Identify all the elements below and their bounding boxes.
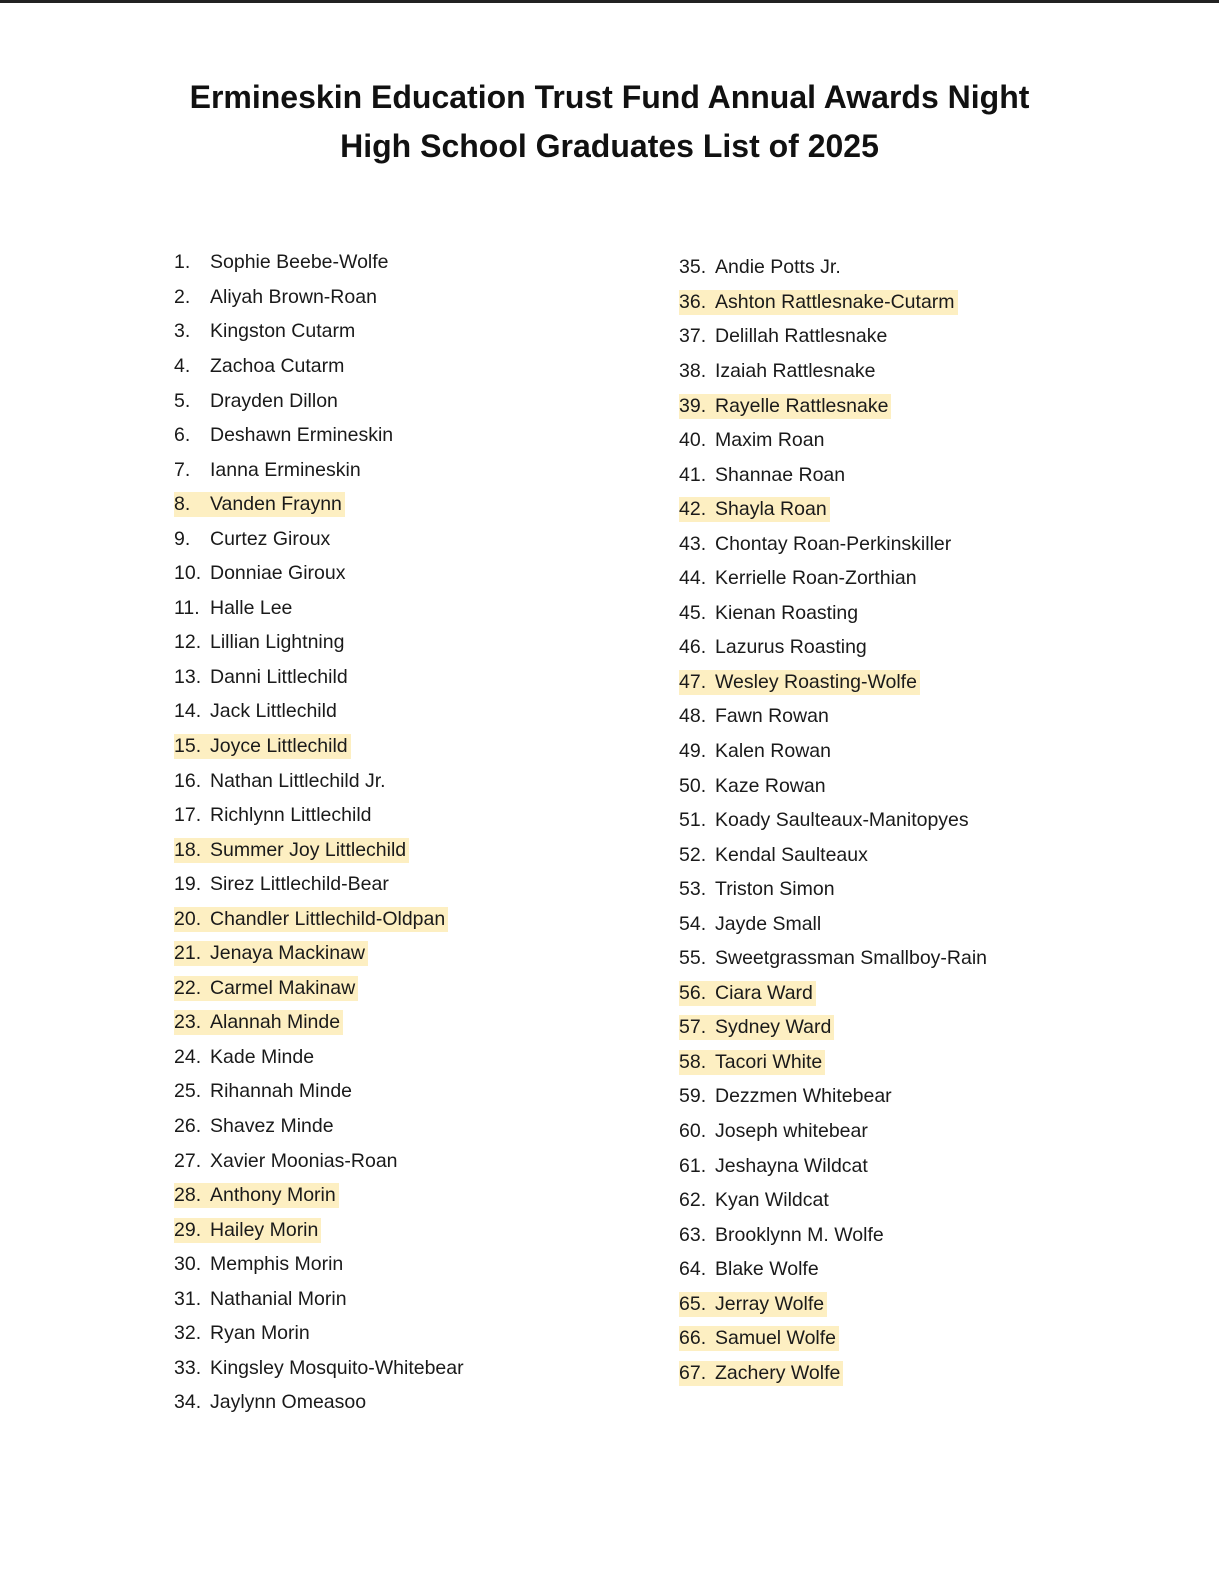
entry-text xyxy=(174,699,340,724)
item-number: 40. xyxy=(679,429,707,452)
item-number: 46. xyxy=(679,636,707,659)
item-number: 43. xyxy=(679,532,707,555)
graduate-item xyxy=(679,1252,990,1287)
graduate-item xyxy=(174,452,467,487)
graduate-item xyxy=(174,694,467,729)
item-number: 4. xyxy=(174,354,191,377)
item-number: 67. xyxy=(679,1361,707,1384)
graduate-item xyxy=(679,699,990,734)
item-number: 21. xyxy=(174,942,202,965)
entry-text xyxy=(679,843,871,868)
item-number: 63. xyxy=(679,1223,707,1246)
graduate-item xyxy=(679,595,990,630)
graduate-name: Koady Saulteaux-Manitopyes xyxy=(715,809,969,832)
entry-text xyxy=(679,704,832,729)
graduate-item xyxy=(174,590,467,625)
graduate-item xyxy=(174,1351,467,1386)
graduate-item xyxy=(174,936,467,971)
item-number: 8. xyxy=(174,493,191,516)
entry-text xyxy=(174,1390,369,1415)
item-number: 19. xyxy=(174,873,202,896)
graduate-name: Sydney Ward xyxy=(715,1016,832,1039)
highlighted-entry xyxy=(679,290,958,315)
graduate-name: Samuel Wolfe xyxy=(715,1327,837,1350)
graduate-item xyxy=(174,521,467,556)
graduate-name: Chandler Littlechild-Oldpan xyxy=(210,907,446,930)
graduate-name: Tacori White xyxy=(715,1050,823,1073)
graduate-name: Wesley Roasting-Wolfe xyxy=(715,670,917,693)
entry-text xyxy=(174,1045,317,1070)
graduate-item xyxy=(174,383,467,418)
graduate-item xyxy=(174,418,467,453)
entry-text xyxy=(174,1356,467,1381)
graduate-name: Kyan Wildcat xyxy=(715,1189,829,1212)
graduate-name: Kerrielle Roan-Zorthian xyxy=(715,567,917,590)
highlighted-entry xyxy=(679,1015,834,1040)
entry-text xyxy=(679,1119,871,1144)
item-number: 6. xyxy=(174,424,191,447)
graduate-item xyxy=(174,1247,467,1282)
item-number: 30. xyxy=(174,1253,202,1276)
item-number: 18. xyxy=(174,838,202,861)
entry-text xyxy=(174,1321,313,1346)
entry-text xyxy=(174,285,380,310)
item-number: 45. xyxy=(679,601,707,624)
graduate-item xyxy=(174,832,467,867)
item-number: 60. xyxy=(679,1120,707,1143)
item-number: 59. xyxy=(679,1085,707,1108)
entry-text xyxy=(679,635,870,660)
entry-text xyxy=(174,389,341,414)
graduate-item xyxy=(174,1109,467,1144)
graduate-name: Hailey Morin xyxy=(210,1218,319,1241)
graduate-name: Lillian Lightning xyxy=(210,631,345,654)
entry-text xyxy=(679,428,827,453)
graduate-name: Maxim Roan xyxy=(715,429,825,452)
graduate-name: Delillah Rattlesnake xyxy=(715,325,888,348)
item-number: 14. xyxy=(174,700,202,723)
item-number: 42. xyxy=(679,498,707,521)
item-number: 44. xyxy=(679,567,707,590)
graduate-name: Ianna Ermineskin xyxy=(210,458,361,481)
entry-text xyxy=(174,872,392,897)
item-number: 32. xyxy=(174,1322,202,1345)
graduate-name: Aliyah Brown-Roan xyxy=(210,285,377,308)
item-number: 20. xyxy=(174,907,202,930)
highlighted-entry xyxy=(174,734,351,759)
graduate-name: Drayden Dillon xyxy=(210,389,338,412)
graduate-item xyxy=(679,803,990,838)
highlighted-entry xyxy=(679,1361,843,1386)
item-number: 34. xyxy=(174,1391,202,1414)
item-number: 15. xyxy=(174,735,202,757)
graduate-item xyxy=(679,388,990,423)
entry-text xyxy=(679,566,920,591)
graduate-name: Brooklynn M. Wolfe xyxy=(715,1223,884,1246)
graduate-item xyxy=(679,630,990,665)
highlighted-entry xyxy=(679,1292,827,1317)
graduate-name: Triston Simon xyxy=(715,878,835,901)
item-number: 65. xyxy=(679,1292,707,1315)
entry-text xyxy=(679,877,838,902)
graduate-name: Donniae Giroux xyxy=(210,562,346,585)
graduate-item xyxy=(174,1385,467,1420)
graduate-name: Jeshayna Wildcat xyxy=(715,1154,868,1177)
graduate-name: Sweetgrassman Smallboy-Rain xyxy=(715,947,988,970)
highlighted-entry xyxy=(174,976,358,1001)
graduate-item xyxy=(174,625,467,660)
graduate-item xyxy=(174,660,467,695)
entry-text xyxy=(174,1079,355,1104)
graduate-item xyxy=(679,561,990,596)
graduate-name: Shannae Roan xyxy=(715,463,846,486)
item-number: 22. xyxy=(174,976,202,999)
item-number: 27. xyxy=(174,1149,202,1172)
graduate-item xyxy=(679,975,990,1010)
graduate-item xyxy=(679,1356,990,1391)
highlighted-entry xyxy=(679,394,891,419)
item-number: 39. xyxy=(679,394,707,417)
graduate-item xyxy=(679,1286,990,1321)
entry-text xyxy=(174,561,349,586)
graduate-name: Alannah Minde xyxy=(210,1011,341,1034)
item-number: 35. xyxy=(679,256,707,279)
item-number: 38. xyxy=(679,359,707,382)
graduate-item xyxy=(679,1079,990,1114)
graduate-name: Halle Lee xyxy=(210,596,293,619)
graduate-item xyxy=(174,1316,467,1351)
entry-text xyxy=(174,1149,401,1174)
graduate-name: Sirez Littlechild-Bear xyxy=(210,873,389,896)
graduate-item xyxy=(679,492,990,527)
graduate-item xyxy=(174,901,467,936)
graduate-item xyxy=(174,867,467,902)
entry-text xyxy=(174,630,347,655)
item-number: 7. xyxy=(174,458,191,481)
item-number: 28. xyxy=(174,1184,202,1207)
graduate-name: Richlynn Littlechild xyxy=(210,804,372,827)
graduate-name: Kienan Roasting xyxy=(715,601,859,624)
title-line-1: Ermineskin Education Trust Fund Annual Awards Night xyxy=(189,79,1030,115)
item-number: 52. xyxy=(679,843,707,866)
graduate-name: Shayla Roan xyxy=(715,498,827,521)
graduate-item xyxy=(174,556,467,591)
item-number: 33. xyxy=(174,1356,202,1379)
graduate-name: Rayelle Rattlesnake xyxy=(715,394,889,417)
entry-text xyxy=(174,1114,337,1139)
graduate-item xyxy=(679,1114,990,1149)
graduate-item xyxy=(174,487,467,522)
item-number: 62. xyxy=(679,1189,707,1212)
graduate-name: Curtez Giroux xyxy=(210,527,331,550)
entry-text xyxy=(679,739,834,764)
highlighted-entry xyxy=(679,981,816,1006)
graduate-name: Nathan Littlechild Jr. xyxy=(210,769,386,792)
graduate-item xyxy=(174,1074,467,1109)
entry-text xyxy=(174,1252,346,1277)
graduate-name: Ryan Morin xyxy=(210,1322,310,1345)
item-number: 53. xyxy=(679,878,707,901)
graduate-name: Xavier Moonias-Roan xyxy=(210,1149,398,1172)
graduate-item xyxy=(174,1178,467,1213)
entry-text xyxy=(679,1084,895,1109)
graduate-name: Zachoa Cutarm xyxy=(210,354,345,377)
graduate-name: Kingston Cutarm xyxy=(210,320,356,343)
entry-text xyxy=(174,803,375,828)
graduate-name: Vanden Fraynn xyxy=(210,493,342,516)
graduate-name: Anthony Morin xyxy=(210,1184,336,1207)
entry-text xyxy=(679,1223,887,1248)
item-number: 64. xyxy=(679,1258,707,1281)
graduate-item xyxy=(174,970,467,1005)
highlighted-entry xyxy=(174,1218,321,1243)
item-number: 11. xyxy=(174,596,200,619)
graduate-name: Kaze Rowan xyxy=(715,774,826,797)
graduate-item xyxy=(679,1045,990,1080)
graduate-item xyxy=(174,1005,467,1040)
graduate-item xyxy=(174,314,467,349)
graduate-name: Memphis Morin xyxy=(210,1253,344,1276)
highlighted-entry xyxy=(679,1050,825,1075)
item-number: 48. xyxy=(679,705,707,728)
graduate-name: Dezzmen Whitebear xyxy=(715,1085,892,1108)
item-number: 56. xyxy=(679,981,707,1004)
entry-text xyxy=(174,769,389,794)
graduate-item xyxy=(679,1183,990,1218)
highlighted-entry xyxy=(679,497,830,522)
item-number: 57. xyxy=(679,1016,707,1039)
entry-text xyxy=(174,319,358,344)
graduate-name: Summer Joy Littlechild xyxy=(210,838,407,861)
graduate-item xyxy=(174,729,467,764)
entry-text xyxy=(679,1188,832,1213)
item-number: 17. xyxy=(174,804,202,827)
item-number: 55. xyxy=(679,947,707,970)
graduate-name: Andie Potts Jr. xyxy=(715,256,841,279)
graduate-name: Jack Littlechild xyxy=(210,700,337,723)
graduate-item xyxy=(679,423,990,458)
graduate-name: Kingsley Mosquito-Whitebear xyxy=(210,1356,464,1379)
graduate-name: Shavez Minde xyxy=(210,1115,334,1138)
graduate-name: Jayde Small xyxy=(715,912,822,935)
graduate-name: Kade Minde xyxy=(210,1045,315,1068)
item-number: 36. xyxy=(679,290,707,313)
entry-text xyxy=(679,532,954,557)
highlighted-entry xyxy=(174,907,448,932)
graduate-item xyxy=(679,526,990,561)
graduate-name: Rihannah Minde xyxy=(210,1080,353,1103)
item-number: 5. xyxy=(174,389,191,412)
item-number: 29. xyxy=(174,1218,202,1241)
graduate-item xyxy=(174,280,467,315)
graduate-name: Chontay Roan-Perkinskiller xyxy=(715,532,952,555)
entry-text xyxy=(174,250,392,275)
graduate-name: Danni Littlechild xyxy=(210,665,348,688)
graduate-item xyxy=(174,763,467,798)
graduate-name: Ciara Ward xyxy=(715,981,813,1004)
graduate-item xyxy=(174,1040,467,1075)
graduate-name: Joyce Littlechild xyxy=(210,735,348,757)
graduate-item xyxy=(679,1217,990,1252)
graduate-name: Kendal Saulteaux xyxy=(715,843,868,866)
graduate-name: Blake Wolfe xyxy=(715,1258,819,1281)
title-line-2: High School Graduates List of 2025 xyxy=(340,128,879,164)
graduate-item xyxy=(679,250,990,285)
graduate-item xyxy=(174,349,467,384)
graduate-item xyxy=(679,837,990,872)
graduate-name: Jaylynn Omeasoo xyxy=(210,1391,367,1414)
item-number: 23. xyxy=(174,1011,202,1034)
highlighted-entry xyxy=(174,492,345,517)
graduate-item xyxy=(679,1148,990,1183)
item-number: 31. xyxy=(174,1287,202,1310)
graduate-item xyxy=(174,1212,467,1247)
item-number: 37. xyxy=(679,325,707,348)
graduate-item xyxy=(174,245,467,280)
item-number: 47. xyxy=(679,670,707,693)
item-number: 49. xyxy=(679,740,707,762)
graduate-item xyxy=(679,285,990,320)
highlighted-entry xyxy=(679,1326,839,1351)
graduate-name: Lazurus Roasting xyxy=(715,636,867,659)
item-number: 24. xyxy=(174,1045,202,1068)
graduate-item xyxy=(679,665,990,700)
entry-text xyxy=(679,912,824,937)
graduate-item xyxy=(679,1010,990,1045)
item-number: 2. xyxy=(174,285,191,308)
graduate-name: Sophie Beebe-Wolfe xyxy=(210,251,389,274)
entry-text xyxy=(679,1257,822,1282)
highlighted-entry xyxy=(679,670,920,695)
item-number: 25. xyxy=(174,1080,202,1103)
graduate-name: Jerray Wolfe xyxy=(715,1292,825,1315)
entry-text xyxy=(679,601,861,626)
graduates-list-left xyxy=(174,245,467,1420)
entry-text xyxy=(174,665,351,690)
item-number: 41. xyxy=(679,463,707,486)
highlighted-entry xyxy=(174,1010,343,1035)
graduate-name: Fawn Rowan xyxy=(715,705,829,728)
graduate-item xyxy=(679,319,990,354)
entry-text xyxy=(679,808,972,833)
graduate-item xyxy=(679,457,990,492)
entry-text xyxy=(679,1154,871,1179)
item-number: 12. xyxy=(174,631,202,654)
graduate-item xyxy=(174,1143,467,1178)
entry-text xyxy=(679,255,844,280)
graduate-item xyxy=(679,872,990,907)
graduate-item xyxy=(679,1321,990,1356)
entry-text xyxy=(174,354,347,379)
entry-text xyxy=(679,463,848,488)
graduate-name: Deshawn Ermineskin xyxy=(210,424,394,447)
item-number: 58. xyxy=(679,1050,707,1073)
entry-text xyxy=(174,527,333,552)
graduate-item xyxy=(679,768,990,803)
entry-text xyxy=(174,458,364,483)
item-number: 3. xyxy=(174,320,191,343)
entry-text xyxy=(174,423,396,448)
graduate-name: Zachery Wolfe xyxy=(715,1361,841,1384)
item-number: 51. xyxy=(679,809,707,832)
graduate-name: Carmel Makinaw xyxy=(210,976,356,999)
graduate-item xyxy=(679,941,990,976)
graduate-item xyxy=(174,1281,467,1316)
entry-text xyxy=(679,774,829,799)
graduate-name: Ashton Rattlesnake-Cutarm xyxy=(715,290,955,313)
graduate-item xyxy=(679,734,990,769)
graduate-name: Kalen Rowan xyxy=(715,740,831,762)
item-number: 16. xyxy=(174,769,202,792)
graduate-name: Joseph whitebear xyxy=(715,1120,868,1143)
graduate-item xyxy=(679,906,990,941)
item-number: 61. xyxy=(679,1154,707,1177)
highlighted-entry xyxy=(174,1183,339,1208)
graduate-name: Nathanial Morin xyxy=(210,1287,347,1310)
graduates-list-right xyxy=(679,250,990,1390)
entry-text xyxy=(679,324,890,349)
entry-text xyxy=(174,596,295,621)
item-number: 54. xyxy=(679,912,707,935)
entry-text xyxy=(679,359,878,384)
document-title xyxy=(0,73,1219,171)
item-number: 66. xyxy=(679,1327,707,1350)
entry-text xyxy=(679,946,990,971)
entry-text xyxy=(174,1287,350,1312)
item-number: 26. xyxy=(174,1115,202,1138)
item-number: 13. xyxy=(174,665,202,688)
highlighted-entry xyxy=(174,941,368,966)
item-number: 50. xyxy=(679,774,707,797)
item-number: 9. xyxy=(174,527,191,550)
top-border xyxy=(0,0,1219,3)
highlighted-entry xyxy=(174,838,409,863)
graduate-item xyxy=(679,354,990,389)
graduate-name: Izaiah Rattlesnake xyxy=(715,359,876,382)
item-number: 1. xyxy=(174,251,191,274)
graduate-item xyxy=(174,798,467,833)
graduate-name: Jenaya Mackinaw xyxy=(210,942,365,965)
item-number: 10. xyxy=(174,562,202,585)
